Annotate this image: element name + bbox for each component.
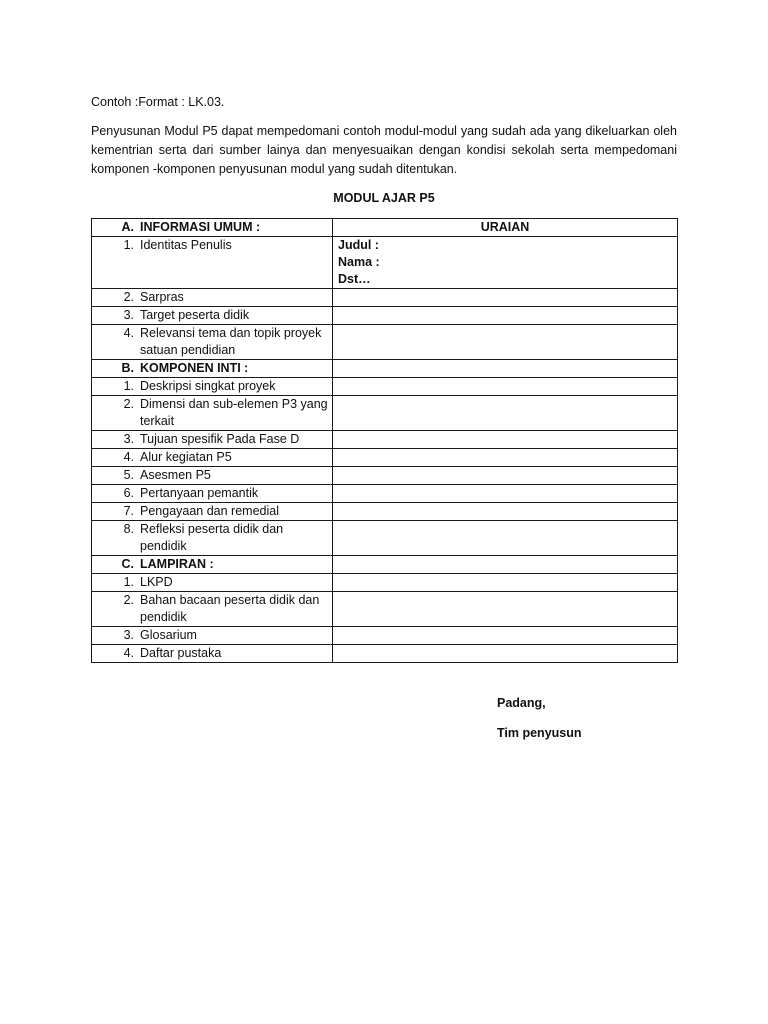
row-label: Pengayaan dan remedial — [140, 504, 279, 518]
table-row — [92, 485, 678, 503]
row-label: Sarpras — [140, 290, 184, 304]
row-label: Refleksi peserta didik dan pendidik — [140, 522, 284, 553]
row-label: Identitas Penulis — [140, 238, 232, 252]
dst-field-label: Dst… — [338, 272, 371, 286]
uraian-cell[interactable] — [333, 467, 678, 485]
uraian-cell[interactable] — [333, 449, 678, 467]
table-row — [92, 237, 678, 289]
uraian-cell[interactable] — [333, 307, 678, 325]
signoff-team: Tim penyusun — [497, 726, 582, 740]
row-number: 6. — [123, 486, 134, 500]
row-number: 3. — [123, 308, 134, 322]
row-number: 4. — [123, 326, 134, 340]
uraian-cell[interactable] — [333, 574, 678, 592]
row-label: Relevansi tema dan topik proyek satuan pendidian — [140, 326, 322, 357]
uraian-cell[interactable] — [333, 396, 678, 431]
uraian-cell[interactable] — [333, 325, 678, 360]
signoff-place: Padang, — [497, 696, 546, 710]
table-row — [92, 574, 678, 592]
row-label: Asesmen P5 — [140, 468, 211, 482]
row-label: Alur kegiatan P5 — [140, 450, 232, 464]
section-c-label: LAMPIRAN : — [140, 557, 214, 571]
row-label: Glosarium — [140, 628, 197, 642]
table-row — [92, 627, 678, 645]
section-b-label: KOMPONEN INTI : — [140, 361, 249, 375]
uraian-cell[interactable] — [333, 521, 678, 556]
section-c-number: C. — [121, 557, 134, 571]
uraian-cell[interactable] — [333, 378, 678, 396]
row-label: Bahan bacaan peserta didik dan pendidik — [140, 593, 320, 624]
uraian-cell[interactable] — [333, 485, 678, 503]
section-b-number: B. — [121, 361, 134, 375]
table-row — [92, 449, 678, 467]
section-a-label: INFORMASI UMUM : — [140, 220, 261, 234]
row-label: Deskripsi singkat proyek — [140, 379, 276, 393]
uraian-cell — [333, 360, 678, 378]
row-number: 3. — [123, 628, 134, 642]
nama-field-label: Nama : — [338, 255, 380, 269]
table-row — [92, 592, 678, 627]
uraian-cell[interactable] — [333, 645, 678, 663]
row-number: 2. — [123, 397, 134, 411]
uraian-cell[interactable] — [333, 431, 678, 449]
table-row — [92, 645, 678, 663]
table-row — [92, 396, 678, 431]
table-row — [92, 521, 678, 556]
row-label: Tujuan spesifik Pada Fase D — [140, 432, 300, 446]
row-number: 7. — [123, 504, 134, 518]
table-row — [92, 325, 678, 360]
row-label: Target peserta didik — [140, 308, 250, 322]
row-label: Dimensi dan sub-elemen P3 yang terkait — [140, 397, 328, 428]
format-line: Contoh :Format : LK.03. — [91, 95, 225, 109]
uraian-cell[interactable] — [333, 503, 678, 521]
row-number: 4. — [123, 646, 134, 660]
uraian-cell[interactable] — [333, 289, 678, 307]
row-label-cell — [92, 237, 333, 289]
uraian-cell[interactable] — [333, 627, 678, 645]
table-row — [92, 289, 678, 307]
row-number: 1. — [123, 238, 134, 252]
section-a-number: A. — [121, 220, 134, 234]
row-number: 1. — [123, 379, 134, 393]
table-row — [92, 307, 678, 325]
section-row — [92, 360, 678, 378]
table-header-row — [92, 219, 678, 237]
table-row — [92, 431, 678, 449]
table-row — [92, 378, 678, 396]
row-label: Daftar pustaka — [140, 646, 222, 660]
row-number: 8. — [123, 522, 134, 536]
document-title: MODUL AJAR P5 — [333, 191, 435, 205]
modul-table — [91, 218, 678, 663]
row-number: 3. — [123, 432, 134, 446]
row-number: 2. — [123, 290, 134, 304]
row-number: 1. — [123, 575, 134, 589]
judul-field-label: Judul : — [338, 238, 379, 252]
section-row — [92, 556, 678, 574]
uraian-header: URAIAN — [333, 219, 678, 237]
table-row — [92, 503, 678, 521]
table-row — [92, 467, 678, 485]
row-label: Pertanyaan pemantik — [140, 486, 259, 500]
row-number: 2. — [123, 593, 134, 607]
row-number: 5. — [123, 468, 134, 482]
row-label: LKPD — [140, 575, 173, 589]
identitas-detail-cell — [333, 237, 678, 289]
intro-paragraph: Penyusunan Modul P5 dapat mempedomani contoh modul-modul yang sudah ada yang dikeluarkan oleh kementrian serta dari sumber lainya dan menyesuaikan dengan kondisi sekolah serta mempedomani komponen -komponen penyusunan modul yang sudah ditentukan. — [91, 124, 677, 176]
uraian-cell[interactable] — [333, 592, 678, 627]
section-a-cell — [92, 219, 333, 237]
row-number: 4. — [123, 450, 134, 464]
uraian-cell — [333, 556, 678, 574]
